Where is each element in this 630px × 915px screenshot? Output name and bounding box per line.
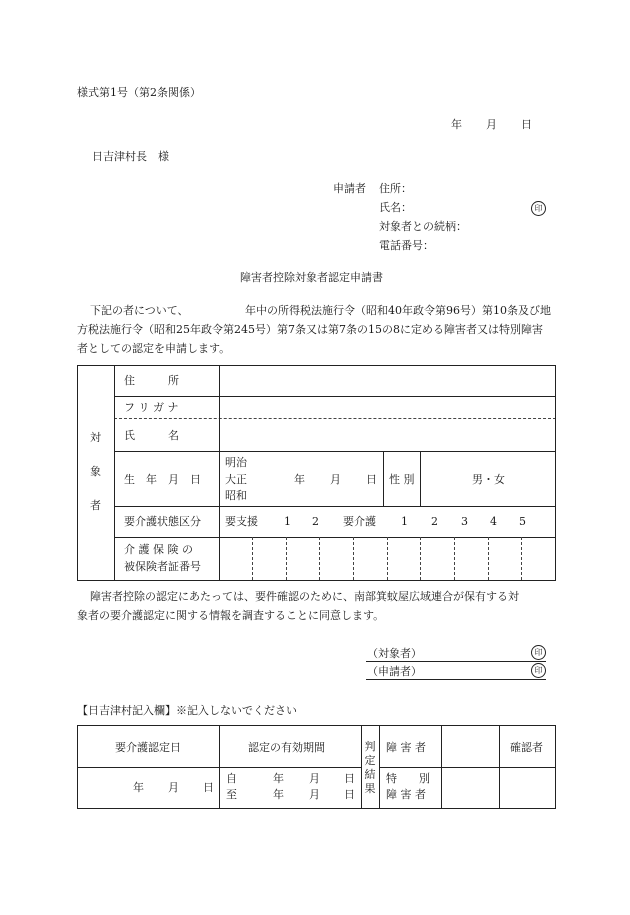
care-level-3: 3 <box>461 515 468 528</box>
cert-day-unit: 日 <box>203 781 214 794</box>
confirmer-header: 確認者 <box>510 741 543 754</box>
applicant-name-label: 氏名： <box>379 201 412 214</box>
intro-line-1a: 下記の者について、 <box>90 304 189 317</box>
consent-subject-label: （対象者） <box>367 647 422 660</box>
era-taisho: 大正 <box>225 473 247 486</box>
addressee: 日吉津村長 様 <box>92 150 169 163</box>
form-number: 様式第1号（第2条関係） <box>77 86 201 99</box>
period-to-day: 日 <box>344 788 355 801</box>
cert-year-unit: 年 <box>133 781 144 794</box>
period-from-year: 年 <box>273 772 284 785</box>
subject-side-label-2: 象 <box>90 465 101 478</box>
applicant-label: 申請者 <box>333 182 366 195</box>
care-level-2: 2 <box>431 515 438 528</box>
disabled-header: 障 害 者 <box>386 741 426 754</box>
consent-applicant-label: （申請者） <box>367 665 422 678</box>
support-level-2: 2 <box>312 515 319 528</box>
insurance-label-line-2: 被保険者証番号 <box>124 560 201 573</box>
applicant-address-label: 住所： <box>379 182 412 195</box>
certification-date-header: 要介護認定日 <box>115 741 181 754</box>
birth-day-unit: 日 <box>366 473 377 486</box>
date-month-unit: 月 <box>486 118 497 131</box>
period-from-label: 自 <box>226 772 237 785</box>
subject-signature-line <box>366 661 546 662</box>
date-year-unit: 年 <box>451 118 462 131</box>
furigana-label: フ リ ガ ナ <box>124 401 179 414</box>
period-to-month: 月 <box>309 788 320 801</box>
date-day-unit: 日 <box>521 118 532 131</box>
subject-side-label-1: 対 <box>90 431 101 444</box>
applicant-signature-line <box>366 679 546 680</box>
judgement-result-header: 判 定 結 果 <box>364 740 376 795</box>
birthdate-label: 生 年 月 日 <box>124 473 201 486</box>
intro-line-1b: 年中の所得税法施行令（昭和40年政令第96号）第10条及び地 <box>245 304 551 317</box>
sex-value: 男・女 <box>472 473 505 486</box>
cert-month-unit: 月 <box>168 781 179 794</box>
consent-line-2: 象者の要介護認定に関する情報を調査することに同意します。 <box>77 609 385 622</box>
special-disabled-label-2: 障 害 者 <box>386 788 426 801</box>
period-from-month: 月 <box>309 772 320 785</box>
consent-line-1: 障害者控除の認定にあたっては、要件確認のために、南部箕蚊屋広域連合が保有する対 <box>90 590 519 603</box>
care-level-5: 5 <box>519 515 526 528</box>
care-required-label: 要介護 <box>343 515 376 528</box>
care-level-4: 4 <box>490 515 497 528</box>
support-level-1: 1 <box>284 515 291 528</box>
insurance-label-line-1: 介 護 保 険 の <box>124 543 193 556</box>
address-label: 住 所 <box>124 374 179 387</box>
office-use-heading: 【日吉津村記入欄】※記入しないでください <box>77 704 297 717</box>
care-level-label: 要介護状態区分 <box>124 515 201 528</box>
applicant-phone-label: 電話番号： <box>379 239 434 252</box>
era-showa: 昭和 <box>225 489 247 502</box>
period-to-year: 年 <box>273 788 284 801</box>
birth-month-unit: 月 <box>330 473 341 486</box>
support-required-label: 要支援 <box>225 515 258 528</box>
period-from-day: 日 <box>344 772 355 785</box>
applicant-consent-seal-mark: 印 <box>531 663 546 678</box>
subject-seal-mark: 印 <box>531 645 546 660</box>
intro-line-2: 方税法施行令（昭和25年政令第245号）第7条又は第7条の15の8に定める障害者又は特別障害 <box>77 323 543 336</box>
valid-period-header: 認定の有効期間 <box>248 741 325 754</box>
period-to-label: 至 <box>226 788 237 801</box>
name-label: 氏 名 <box>124 429 179 442</box>
intro-line-3: 者としての認定を申請します。 <box>77 342 231 355</box>
care-level-1: 1 <box>401 515 408 528</box>
applicant-seal-mark: 印 <box>531 201 546 216</box>
birth-year-unit: 年 <box>294 473 305 486</box>
applicant-relation-label: 対象者との続柄： <box>379 220 467 233</box>
era-meiji: 明治 <box>225 456 247 469</box>
page-title: 障害者控除対象者認定申請書 <box>240 271 383 284</box>
subject-side-label-3: 者 <box>90 499 101 512</box>
special-disabled-label-1: 特 別 <box>386 772 430 785</box>
sex-label: 性 別 <box>389 473 415 486</box>
